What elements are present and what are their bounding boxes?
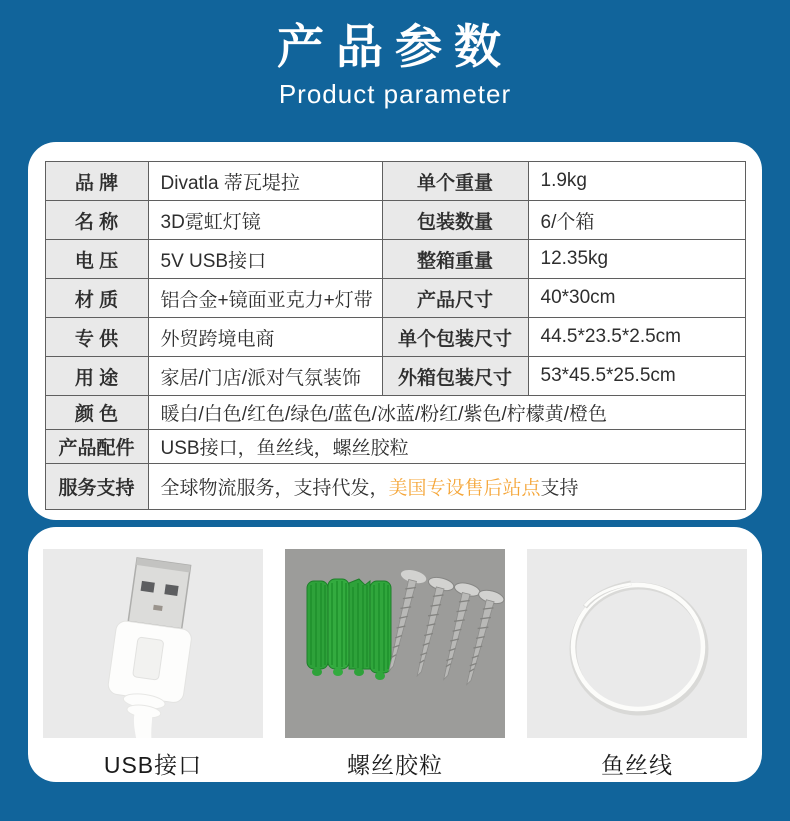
- accessory-label: 鱼丝线: [601, 752, 673, 778]
- table-row: [45, 430, 745, 464]
- spec-value-cell: 暖白/白色/红色/绿色/蓝色/冰蓝/粉红/紫色/柠檬黄/橙色: [148, 396, 745, 430]
- table-row: [45, 279, 745, 318]
- spec-value-cell: 12.35kg: [528, 240, 745, 279]
- fishing-line-icon: [527, 549, 747, 738]
- table-row: [45, 318, 745, 357]
- spec-value-cell: Divatla 蒂瓦堤拉: [148, 162, 382, 201]
- usb-plug-icon: [43, 549, 263, 738]
- spec-value-cell: 铝合金+镜面亚克力+灯带: [148, 279, 382, 318]
- service-highlight-text: 美国专设售后站点: [388, 478, 541, 499]
- accessory-line: [527, 549, 747, 780]
- accessory-label: USB接口: [103, 752, 203, 778]
- spec-label-cell: 单个重量: [382, 162, 528, 201]
- accessories-row: [28, 527, 762, 780]
- spec-label-cell: 专 供: [45, 318, 148, 357]
- spec-label-cell: 颜 色: [45, 396, 148, 430]
- spec-value-cell: 40*30cm: [528, 279, 745, 318]
- spec-value-cell: 3D霓虹灯镜: [148, 201, 382, 240]
- spec-label-cell: 品 牌: [45, 162, 148, 201]
- table-row: [45, 464, 745, 510]
- table-row: [45, 240, 745, 279]
- service-text: 支持: [540, 478, 579, 499]
- page-header: [0, 0, 790, 110]
- spec-value-cell: 44.5*23.5*2.5cm: [528, 318, 745, 357]
- service-text: 全球物流服务，支持代发，: [160, 478, 389, 499]
- spec-table-card: [28, 142, 762, 520]
- spec-label-cell: 电 压: [45, 240, 148, 279]
- accessories-card: [28, 527, 762, 782]
- table-row: [45, 162, 745, 201]
- spec-value-cell: 5V USB接口: [148, 240, 382, 279]
- spec-label-cell: 用 途: [45, 357, 148, 396]
- spec-label-cell: 名 称: [45, 201, 148, 240]
- spec-label-cell: 材 质: [45, 279, 148, 318]
- accessory-label: 螺丝胶粒: [347, 752, 443, 778]
- spec-value-cell: [148, 464, 745, 510]
- spec-value-cell: 家居/门店/派对气氛装饰: [148, 357, 382, 396]
- page-title: 产品参数: [277, 20, 513, 73]
- spec-label-cell: 单个包装尺寸: [382, 318, 528, 357]
- accessory-screws: [285, 549, 505, 780]
- spec-label-cell: 整箱重量: [382, 240, 528, 279]
- spec-label-cell: 外箱包装尺寸: [382, 357, 528, 396]
- product-parameter-table: [45, 161, 746, 510]
- spec-value-cell: 53*45.5*25.5cm: [528, 357, 745, 396]
- accessory-usb: [43, 549, 263, 780]
- spec-value-cell: USB接口，鱼丝线，螺丝胶粒: [148, 430, 745, 464]
- screw-anchors-icon: [285, 549, 505, 738]
- spec-value-cell: 1.9kg: [528, 162, 745, 201]
- spec-label-cell: 产品尺寸: [382, 279, 528, 318]
- table-row: [45, 357, 745, 396]
- spec-value-cell: 外贸跨境电商: [148, 318, 382, 357]
- spec-label-cell: 服务支持: [45, 464, 148, 510]
- table-row: [45, 201, 745, 240]
- table-row: [45, 396, 745, 430]
- spec-label-cell: 产品配件: [45, 430, 148, 464]
- spec-label-cell: 包装数量: [382, 201, 528, 240]
- spec-value-cell: 6/个箱: [528, 201, 745, 240]
- page-subtitle: Product parameter: [278, 79, 512, 109]
